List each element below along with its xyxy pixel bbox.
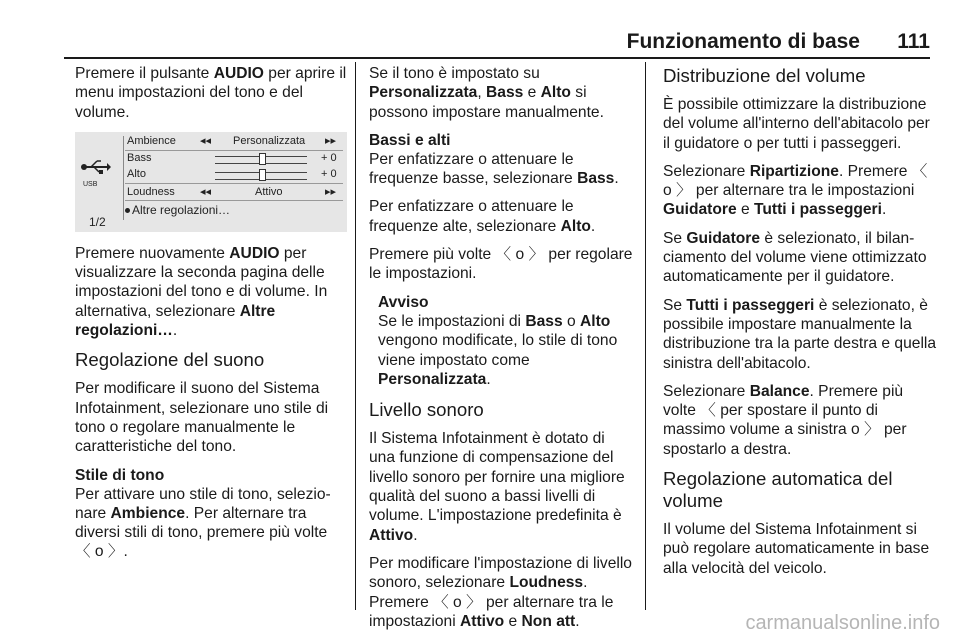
menu-label-ambience: Ambience <box>127 134 176 147</box>
section-heading-livello-sonoro: Livello sonoro <box>369 399 484 421</box>
row-divider <box>125 150 343 151</box>
menu-label-loudness: Loudness <box>127 185 175 198</box>
note-box <box>369 293 635 389</box>
subheading-bassi-e-alti: Bassi e alti <box>369 131 451 149</box>
audio-menu-screenshot <box>75 132 347 232</box>
menu-separator <box>123 136 124 220</box>
paragraph: Premere più volte 〈 o 〉 per regolare le impostazioni. <box>369 246 633 283</box>
menu-value-alto: + 0 <box>321 167 337 180</box>
note-text: Se le impostazioni di Bass o Alto vengono modificate, lo stile di tono viene impostato come Personalizzata. <box>378 312 618 388</box>
usb-icon <box>81 158 111 176</box>
watermark: carmanualsonline.info <box>745 612 940 634</box>
column-3 <box>663 64 937 587</box>
column-divider-2 <box>645 62 646 610</box>
paragraph: Il volume del Sistema Infotainment si può regolare automaticamente in base alla velocità del veicolo. <box>663 521 930 577</box>
section-heading-regolazione-automatica: Regolazione automatica del volume <box>663 468 893 512</box>
paragraph: Per enfatizzare o attenuare le frequenze alte, selezionare Alto. <box>369 198 596 235</box>
menu-label-bass: Bass <box>127 151 152 164</box>
menu-value-loudness: Attivo <box>255 185 283 198</box>
paragraph: Per enfatizzare o attenuare le frequenze basse, selezionare Bass. <box>369 150 619 188</box>
menu-item-altre-regolazioni: Altre regolazioni… <box>125 204 230 217</box>
row-divider <box>125 183 343 184</box>
paragraph: Per attivare uno stile di tono, selezionare Ambience. Per alternare tra diversi stili di tono, premere più volte 〈 o 〉. <box>75 485 331 561</box>
menu-value-ambience: Personalizzata <box>233 134 306 147</box>
bass-slider-knob <box>259 153 266 165</box>
paragraph: Per modificare l'impostazione di livello sonoro, selezionare Loudness. Premere 〈 o 〉 per alternare tra le impostazioni Attivo e Non att. <box>369 554 632 630</box>
header-rule <box>64 57 930 59</box>
paragraph: Se Guidatore è selezionato, il bilanciamento del volume viene ottimizzato automaticamente per il guidatore. <box>663 229 927 286</box>
paragraph: Selezionare Balance. Premere più volte 〈 per spostare il punto di massimo volume a sinistra o 〉 per spostarlo a destra. <box>663 382 907 458</box>
paragraph: Se il tono è impostato su Personalizzata, Bass e Alto si possono impostare manualmente. <box>369 65 604 121</box>
bullet-icon <box>125 208 130 213</box>
alto-slider-knob <box>259 169 266 181</box>
right-arrow-icon: ▸▸ <box>325 134 337 147</box>
menu-label-alto: Alto <box>127 167 146 180</box>
subheading-stile-di-tono: Stile di tono <box>75 466 165 484</box>
paragraph: Selezionare Ripartizione. Premere 〈 o 〉 per alternare tra le impostazioni Guidatore e Tutti i passeggeri. <box>663 162 928 219</box>
note-title: Avviso <box>378 293 429 311</box>
column-divider-1 <box>355 62 356 610</box>
right-arrow-icon: ▸▸ <box>325 185 337 198</box>
paragraph: Il Sistema Infotainment è dotato di una funzione di compensazione del livello sonoro per fornire una migliore qualità del suono a bassi livelli di volume. L'impostazione predefinita è Attivo. <box>369 430 625 544</box>
page-number: 111 <box>897 30 930 53</box>
paragraph: Premere nuovamente AUDIO per visualizzare la seconda pagina delle impostazioni del tono e di volume. In alternativa, selezionare Altre regolazioni…. <box>75 244 328 340</box>
section-heading-regolazione: Regolazione del suono <box>75 349 265 371</box>
paragraph: Se Tutti i passeggeri è selezionato, è possibile impostare manualmente la distribuzione tra la parte destra e quella sinistra dell'abitacolo. <box>663 296 937 372</box>
left-arrow-icon: ◂◂ <box>200 134 212 147</box>
menu-value-bass: + 0 <box>321 151 337 164</box>
usb-label: USB <box>83 180 98 188</box>
page-indicator: 1/2 <box>89 214 106 229</box>
paragraph: Per modificare il suono del Sistema Infotainment, selezionare uno stile di tono o regolare manualmente le caratteristiche del tono. <box>75 380 329 456</box>
row-divider <box>125 200 343 201</box>
left-arrow-icon: ◂◂ <box>200 185 212 198</box>
page-header-title: Funzionamento di base <box>626 30 860 53</box>
paragraph: Premere il pulsante AUDIO per aprire il menu impostazioni del tono e del volume. <box>75 65 347 121</box>
column-1 <box>75 64 347 571</box>
paragraph: È possibile ottimizzare la distribuzione del volume all'interno dell'abitacolo per il guidatore o per tutti i passeggeri. <box>663 96 930 152</box>
column-2 <box>369 64 635 640</box>
section-heading-distribuzione: Distribuzione del volume <box>663 65 866 86</box>
